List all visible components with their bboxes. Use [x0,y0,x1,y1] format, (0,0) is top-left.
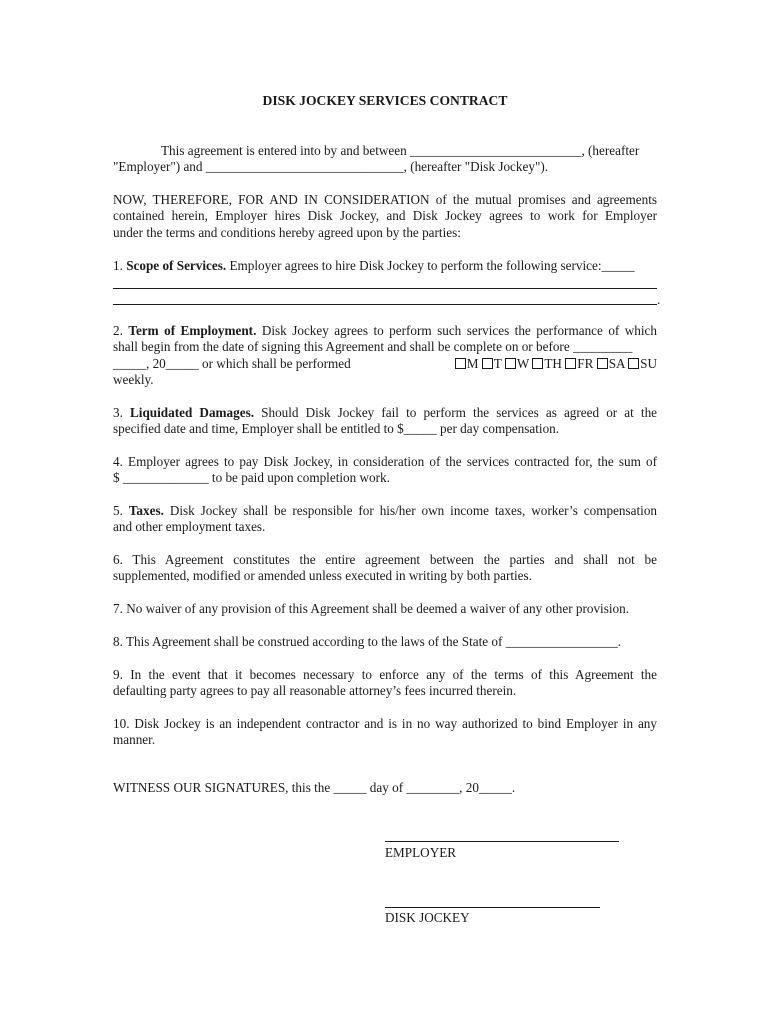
weekday-su-option[interactable] [628,356,657,371]
clause-5-number: 5. [113,503,123,518]
employer-signature-label: EMPLOYER [385,845,457,860]
clause-2-line-4: weekly. [113,372,154,388]
weekday-w-checkbox[interactable] [505,358,516,369]
clause-3-line-1: Should Disk Jockey fail to perform the services as agreed or at the [261,405,658,420]
clause-4-payment [113,454,657,487]
weekday-th-label: TH [544,355,562,371]
recital-line-2: contained herein, Employer hires Disk Jockey, and Disk Jockey agrees to work for Employer [113,208,657,224]
weekday-th-checkbox[interactable] [532,358,543,369]
clause-6-entire-agreement [113,552,657,585]
clause-5-heading: Taxes. [128,503,164,518]
clause-2-line-3 [113,356,657,372]
clause-3-damages [113,405,657,438]
clause-3-number: 3. [113,405,123,420]
weekday-t-option[interactable] [482,356,502,371]
clause-2-line-1: Disk Jockey agrees to perform such services the performance of which [261,323,658,338]
clause-1-number: 1. [113,258,123,273]
weekday-t-checkbox[interactable] [482,358,493,369]
weekday-m-option[interactable] [455,356,479,371]
clause-8-line-1: 8. This Agreement shall be construed according to the laws of the State of _________________. [113,634,622,649]
clause-2-number: 2. [113,323,123,338]
clause-4-line-1: 4. Employer agrees to pay Disk Jockey, in consideration of the services contracted for, the sum of [113,454,657,469]
clause-8-governing-law [113,634,657,650]
recital-line-3: under the terms and conditions hereby agreed upon by the parties: [113,224,461,240]
clause-4-line-2: $ _____________ to be paid upon completion work. [113,470,390,486]
scope-blank-line-1[interactable] [113,288,657,289]
clause-7-line-1: 7. No waiver of any provision of this Agreement shall be deemed a waiver of any other provision. [113,601,630,616]
clause-5-line-1: Disk Jockey shall be responsible for his/her own income taxes, worker’s compensation [169,503,658,518]
clause-1-text: Employer agrees to hire Disk Jockey to perform the following service:_____ [229,258,635,273]
weekday-fr-option[interactable] [565,356,593,371]
clause-10-independent-contractor [113,716,657,749]
weekday-m-label: M [466,355,479,371]
clause-5-line-2: and other employment taxes. [113,519,266,535]
weekday-fr-label: FR [577,355,594,371]
clause-2-heading: Term of Employment. [128,323,257,338]
weekday-sa-checkbox[interactable] [597,358,608,369]
clause-10-line-2: manner. [113,732,156,748]
scope-end-period: . [657,292,661,307]
clause-2-term [113,323,657,389]
weekday-w-option[interactable] [505,356,529,371]
intro-line-1: This agreement is entered into by and between __________________________, (hereafter [161,143,640,158]
intro-line-2: "Employer") and ______________________________, (hereafter "Disk Jockey"). [113,159,549,175]
clause-3-heading: Liquidated Damages. [130,405,255,420]
clause-2-line-2: shall begin from the date of signing this Agreement and shall be complete on or before _________ [113,339,633,355]
disk-jockey-signature-label: DISK JOCKEY [385,910,470,925]
weekday-checkboxes [455,356,657,372]
weekday-m-checkbox[interactable] [455,358,466,369]
clause-10-line-1: 10. Disk Jockey is an independent contractor and is in no way authorized to bind Employer in any [113,716,657,731]
clause-1-heading: Scope of Services. [126,258,227,273]
clause-6-line-2: supplemented, modified or amended unless executed in writing by both parties. [113,568,532,584]
clause-9-attorney-fees [113,667,657,700]
intro-paragraph [113,143,657,176]
clause-3-line-2: specified date and time, Employer shall be entitled to $_____ per day compensation. [113,421,560,437]
clause-9-line-1: 9. In the event that it becomes necessary to enforce any of the terms of this Agreement the [113,667,657,682]
clause-6-line-1: 6. This Agreement constitutes the entire agreement between the parties and shall not be [113,552,657,567]
clause-1-scope [113,258,657,274]
weekday-fr-checkbox[interactable] [565,358,576,369]
disk-jockey-signature-line[interactable] [385,907,600,908]
witness-paragraph [113,780,657,796]
recital-paragraph [113,192,657,241]
clause-9-line-2: defaulting party agrees to pay all reasonable attorney’s fees incurred therein. [113,683,517,699]
clause-5-taxes [113,503,657,536]
clause-7-waiver [113,601,657,617]
employer-signature-line[interactable] [385,841,619,842]
recital-line-1: NOW, THEREFORE, FOR AND IN CONSIDERATION of the mutual promises and agreements [113,192,657,207]
weekday-su-checkbox[interactable] [628,358,639,369]
weekday-su-label: SU [640,355,657,371]
weekday-sa-option[interactable] [597,356,625,371]
weekday-sa-label: SA [608,355,625,371]
scope-blank-line-2[interactable] [113,304,657,305]
weekday-t-label: T [493,355,502,371]
witness-line: WITNESS OUR SIGNATURES, this the _____ day of ________, 20_____. [113,780,516,795]
weekday-th-option[interactable] [532,356,562,371]
weekday-w-label: W [516,355,530,371]
clause-2-line-3-start: _____, 20_____ or which shall be performed [113,355,351,371]
document-title: DISK JOCKEY SERVICES CONTRACT [262,93,508,108]
